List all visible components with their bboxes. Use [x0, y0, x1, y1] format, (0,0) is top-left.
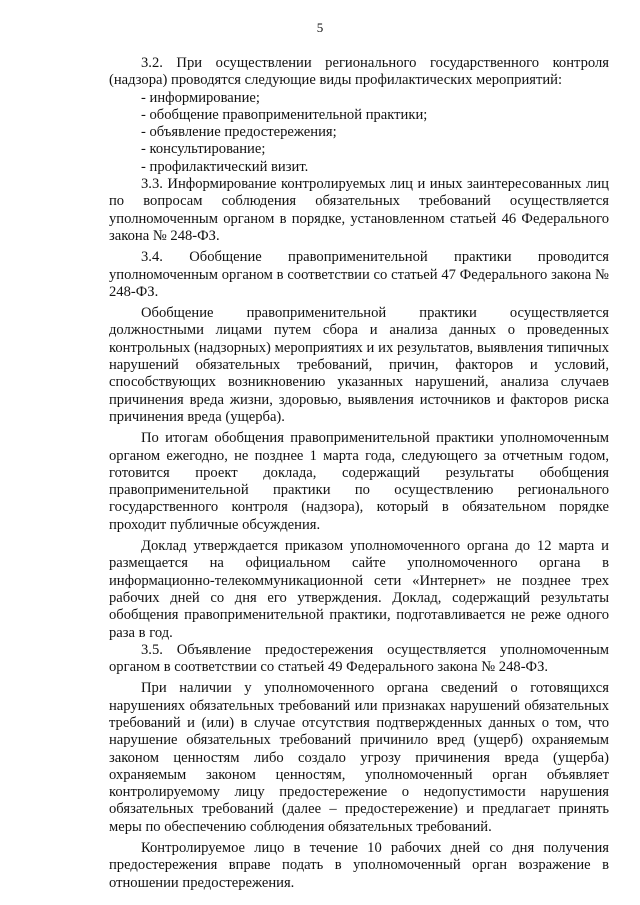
list-item: - обобщение правоприменительной практики;: [141, 106, 428, 123]
paragraph: 3.2. При осуществлении регионального государственного контроля (надзора) проводятся следующие виды профилактических мероприятий:: [109, 55, 609, 89]
paragraph: При наличии у уполномоченного органа сведений о готовящихся нарушениях обязательных требований или признаках нарушений обязательных требований и (или) в случае отсутствия подтвержденных данных о том, что нарушение обязательных требований причинило вред (ущерб) охраняемым законом ценностям либо создало угрозу причинения вреда (ущерба) охраняемым законом ценностям, уполномоченный орган объявляет контролируемому лицу предостережение о недопустимости нарушения обязательных требований (далее – предостережение) и предлагает принять меры по обеспечению соблюдения обязательных требований.: [109, 680, 609, 835]
list-item: - объявление предостережения;: [141, 124, 337, 141]
paragraph: 3.4. Обобщение правоприменительной практики проводится уполномоченным органом в соответствии со статьей 47 Федерального закона № 248-ФЗ.: [109, 249, 609, 300]
paragraph: 3.5. Объявление предостережения осуществляется уполномоченным органом в соответствии со статьей 49 Федерального закона № 248-ФЗ.: [109, 641, 609, 676]
list-item: - профилактический визит.: [141, 158, 309, 175]
paragraph: Обобщение правоприменительной практики осуществляется должностными лицами путем сбора и анализа данных о проведенных контрольных (надзорных) мероприятиях и их результатов, выявления типичных нарушений обязательных требований, причин, факторов и условий, способствующих возникновению указанных нарушений, анализа случаев причинения вреда жизни, здоровью, выявления источников и факторов риска причинения вреда (ущерба).: [109, 305, 609, 425]
document-body: [109, 55, 609, 892]
paragraph: По итогам обобщения правоприменительной практики уполномоченным органом ежегодно, не позднее 1 марта года, следующего за отчетным годом, готовится проект доклада, содержащий результаты обобщения правоприменительной практики по осуществлению регионального государственного контроля (надзора), который в обязательном порядке проходит публичные обсуждения.: [109, 430, 609, 533]
page-number: 5: [316, 20, 324, 35]
list-item: - информирование;: [141, 89, 260, 106]
paragraph: Контролируемое лицо в течение 10 рабочих дней со дня получения предостережения вправе подать в уполномоченный орган возражение в отношении предостережения.: [109, 840, 609, 891]
list-item: - консультирование;: [141, 141, 266, 158]
paragraph: Доклад утверждается приказом уполномоченного органа до 12 марта и размещается на официальном сайте уполномоченного органа в информационно-телекоммуникационной сети «Интернет» не позднее трех рабочих дней со дня его утверждения. Доклад, содержащий результаты обобщения правоприменительной практики, подготавливается не реже одного раза в год.: [109, 538, 609, 641]
paragraph: 3.3. Информирование контролируемых лиц и иных заинтересованных лиц по вопросам соблюдения обязательных требований осуществляется уполномоченным органом в порядке, установленном статьей 46 Федерального закона № 248-ФЗ.: [109, 176, 609, 244]
